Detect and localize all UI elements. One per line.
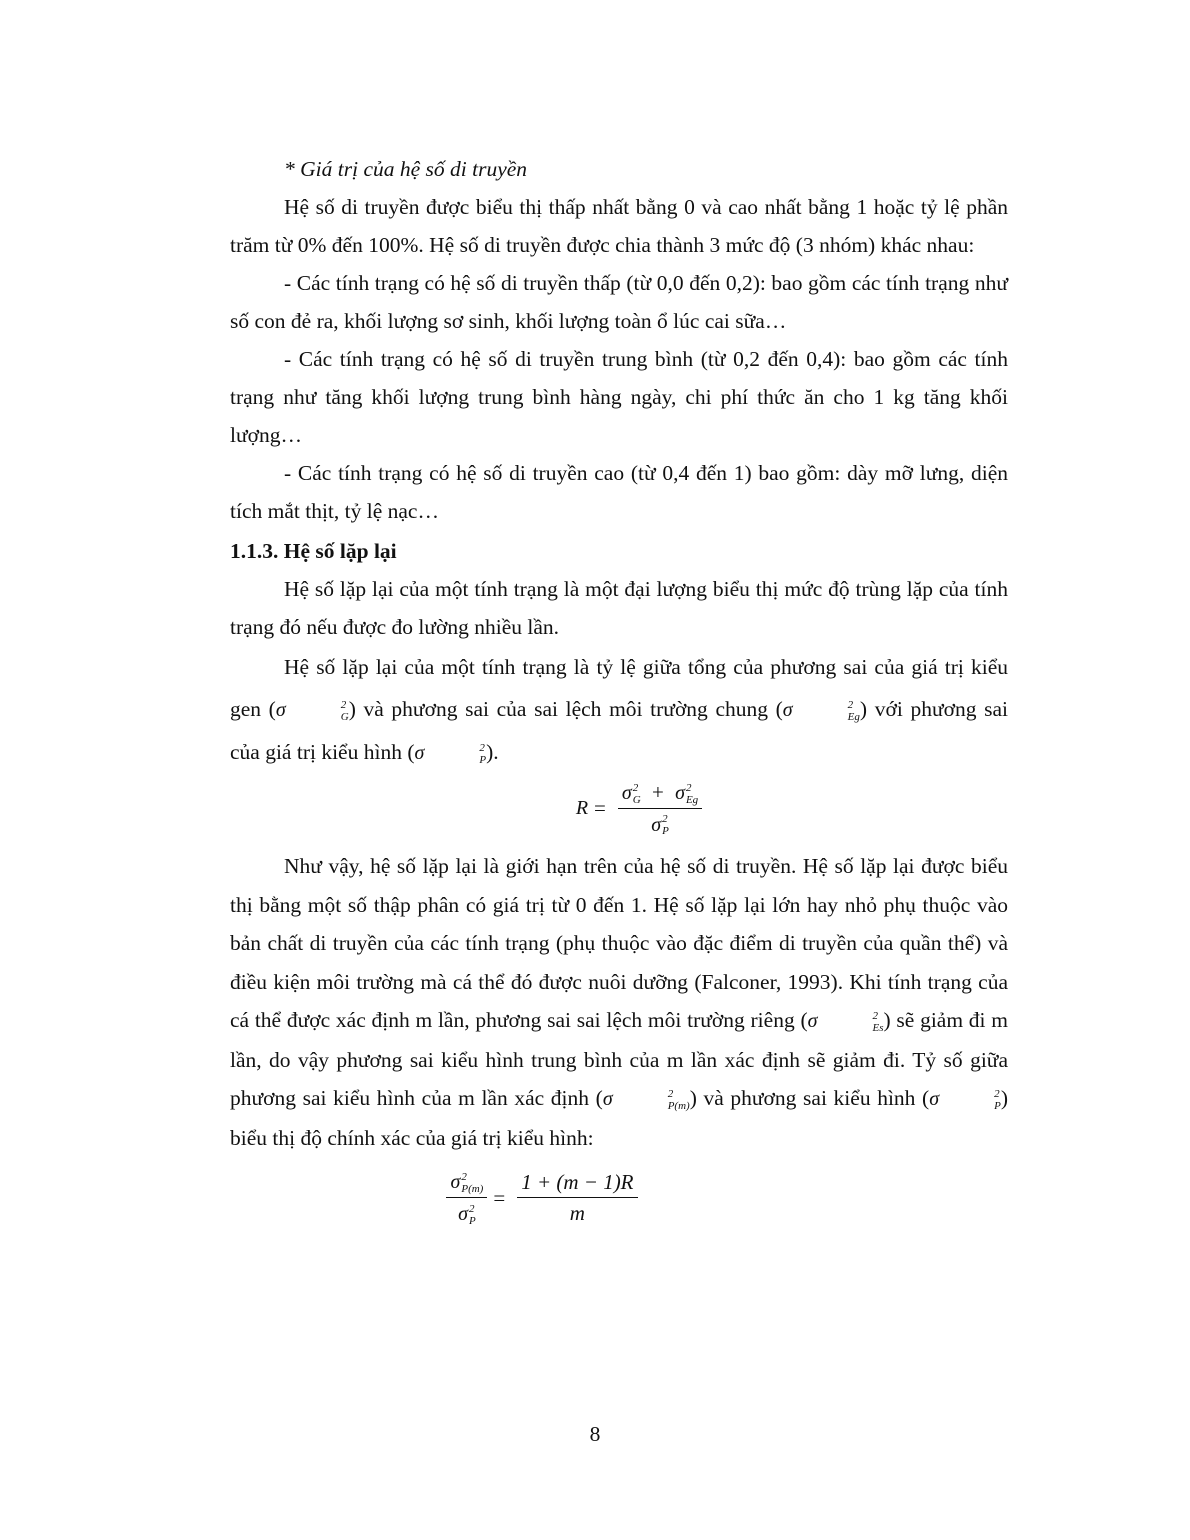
bullet-medium-heritability: - Các tính trạng có hệ số di truyền trung bình (từ 0,2 đến 0,4): bao gồm các tính trạng như tăng khối lượng trung bình hàng ngày, chi phí thức ăn cho 1 kg tăng khối lượng…	[230, 347, 1008, 447]
paragraph-repeatability-ratio: Hệ số lặp lại của một tính trạng là tỷ lệ giữa tổng của phương sai của giá trị kiểu gen (σ 2 G ) và phương sai của sai lệch môi trường chung (σ 2 Eg ) với phương sai của giá trị kiểu hình (σ 2 P ).	[230, 655, 1008, 766]
precision-formula: σ 2 P(m) σ 2 P = $\frac{1 + (m - 1)R}{m}$	[70, 1169, 1008, 1226]
sigma-p-squared: σ 2 P	[414, 741, 487, 766]
precision-fraction-left: σ 2 P(m) σ 2 P	[446, 1169, 487, 1226]
precision-fraction-right: $\frac{1 + (m - 1)R}{m}$	[517, 1170, 637, 1226]
document-page	[230, 150, 1008, 1237]
paragraph-repeatability-definition: Hệ số lặp lại của một tính trạng là một đại lượng biểu thị mức độ trùng lặp của tính trạng đó nếu được đo lường nhiều lần.	[230, 577, 1008, 639]
sigma-es-squared: σ 2 Es	[807, 1009, 884, 1034]
sigma-g-squared: σ 2 G	[275, 698, 349, 723]
sigma-pm-squared: σ 2 P(m)	[602, 1087, 690, 1112]
bullet-low-heritability: - Các tính trạng có hệ số di truyền thấp (từ 0,0 đến 0,2): bao gồm các tính trạng như số con đẻ ra, khối lượng sơ sinh, khối lượng toàn ổ lúc cai sữa…	[230, 271, 1008, 333]
section-heading: 1.1.3. Hệ số lặp lại	[230, 539, 397, 563]
repeatability-fraction: σ 2 G + σ 2 Eg σ 2 P	[618, 780, 702, 837]
paragraph-heritability-range: Hệ số di truyền được biểu thị thấp nhất bằng 0 và cao nhất bằng 1 hoặc tỷ lệ phần trăm từ 0% đến 100%. Hệ số di truyền được chia thành 3 mức độ (3 nhóm) khác nhau:	[230, 195, 1008, 257]
paragraph-repeatability-explanation: Như vậy, hệ số lặp lại là giới hạn trên của hệ số di truyền. Hệ số lặp lại được biểu thị bằng một số thập phân có giá trị từ 0 đến 1. Hệ số lặp lại lớn hay nhỏ phụ thuộc vào bản chất di truyền của các tính trạng (phụ thuộc vào đặc điểm di truyền của quần thể) và điều kiện môi trường mà cá thể đó được nuôi dưỡng (Falconer, 1993). Khi tính trạng của cá thể được xác định m lần, phương sai sai lệch môi trường riêng (σ 2 Es ) sẽ giảm đi m lần, do vậy phương sai kiểu hình trung bình của m lần xác định sẽ giảm đi. Tỷ số giữa phương sai kiểu hình của m lần xác định (σ 2 P(m) ) và phương sai kiểu hình (σ 2 P ) biểu thị độ chính xác của giá trị kiểu hình:	[230, 854, 1009, 1150]
sigma-p-squared-2: σ 2 P	[929, 1087, 1001, 1112]
repeatability-formula: R = σ 2 G + σ 2 Eg σ 2 P	[270, 780, 1008, 837]
sigma-eg-squared: σ 2 Eg	[782, 698, 860, 723]
page-number: 8	[589, 1422, 601, 1446]
bullet-high-heritability: - Các tính trạng có hệ số di truyền cao (từ 0,4 đến 1) bao gồm: dày mỡ lưng, diện tích mắt thịt, tỷ lệ nạc…	[230, 461, 1008, 523]
section-title: * Giá trị của hệ số di truyền	[284, 157, 528, 181]
